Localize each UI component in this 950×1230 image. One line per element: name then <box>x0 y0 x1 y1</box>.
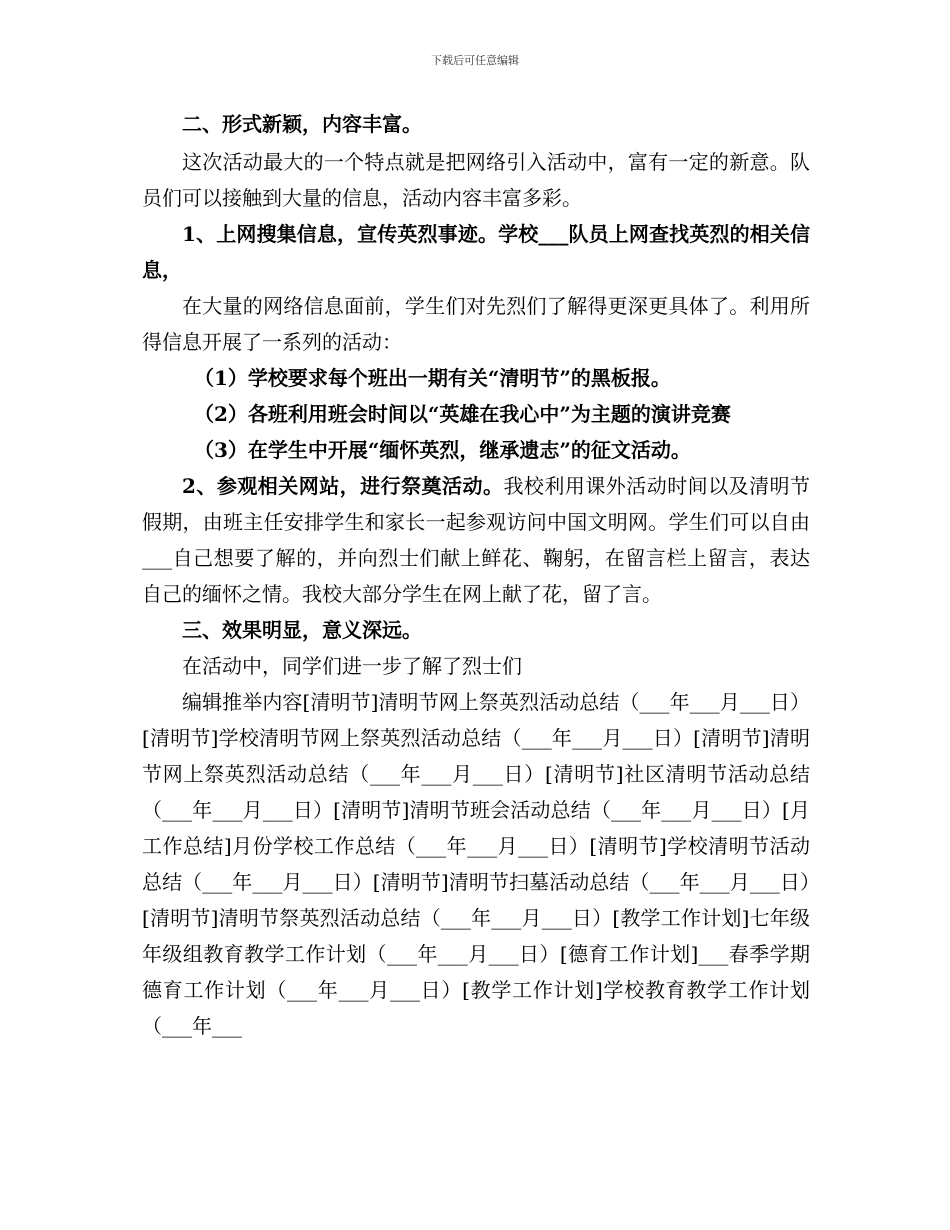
item-1-body: 在大量的网络信息面前，学生们对先烈们了解得更深更具体了。利用所得信息开展了一系列的活动： <box>142 294 810 354</box>
section-heading-3: 三、效果明显，意义深远。 <box>182 618 422 642</box>
item-2-body: 我校利用课外活动时间以及清明节假期，由班主任安排学生和家长一起参观访问中国文明网。学生们可以自由___自己想要了解的，并向烈士们献上鲜花、鞠躬，在留言栏上留言，表达自己的缅怀之情。我校大部分学生在网上献了花，留了言。 <box>142 474 811 606</box>
item-1-heading: 1、上网搜集信息，宣传英烈事迹。学校___队员上网查找英烈的相关信息， <box>142 222 810 282</box>
document-body <box>142 106 810 1044</box>
item-2-paragraph <box>142 468 810 612</box>
page-header: 下载后可任意编辑 <box>431 54 519 67</box>
section-3-body: 在活动中，同学们进一步了解了烈士们 <box>182 654 522 678</box>
list-item-3: （3）在学生中开展“缅怀英烈，继承遗志”的征文活动。 <box>194 438 691 462</box>
recommended-content: 编辑推举内容[清明节]清明节网上祭英烈活动总结（___年___月___日）[清明节]学校清明节网上祭英烈活动总结（___年___月___日）[清明节]清明节网上祭英烈活动总结（___年___月___日）[清明节]社区清明节活动总结（___年___月___日）[清明节]清明节班会活动总结（___年___月___日）[月工作总结]月份学校工作总结（___年___月___日）[清明节]学校清明节活动总结（___年___月___日）[清明节]清明节扫墓活动总结（___年___月___日）[清明节]清明节祭英烈活动总结（___年___月___日）[教学工作计划]七年级年级组教育教学工作计划（___年___月___日）[德育工作计划]___春季学期德育工作计划（___年___月___日）[教学工作计划]学校教育教学工作计划（___年___ <box>142 690 810 1038</box>
item-2-heading: 2、参观相关网站，进行祭奠活动。 <box>182 474 504 498</box>
list-item-2: （2）各班利用班会时间以“英雄在我心中”为主题的演讲竞赛 <box>194 402 731 426</box>
section-2-body: 这次活动最大的一个特点就是把网络引入活动中，富有一定的新意。队员们可以接触到大量的信息，活动内容丰富多彩。 <box>142 150 810 210</box>
section-heading-2: 二、形式新颖，内容丰富。 <box>182 112 422 136</box>
list-item-1: （1）学校要求每个班出一期有关“清明节”的黑板报。 <box>194 366 671 390</box>
